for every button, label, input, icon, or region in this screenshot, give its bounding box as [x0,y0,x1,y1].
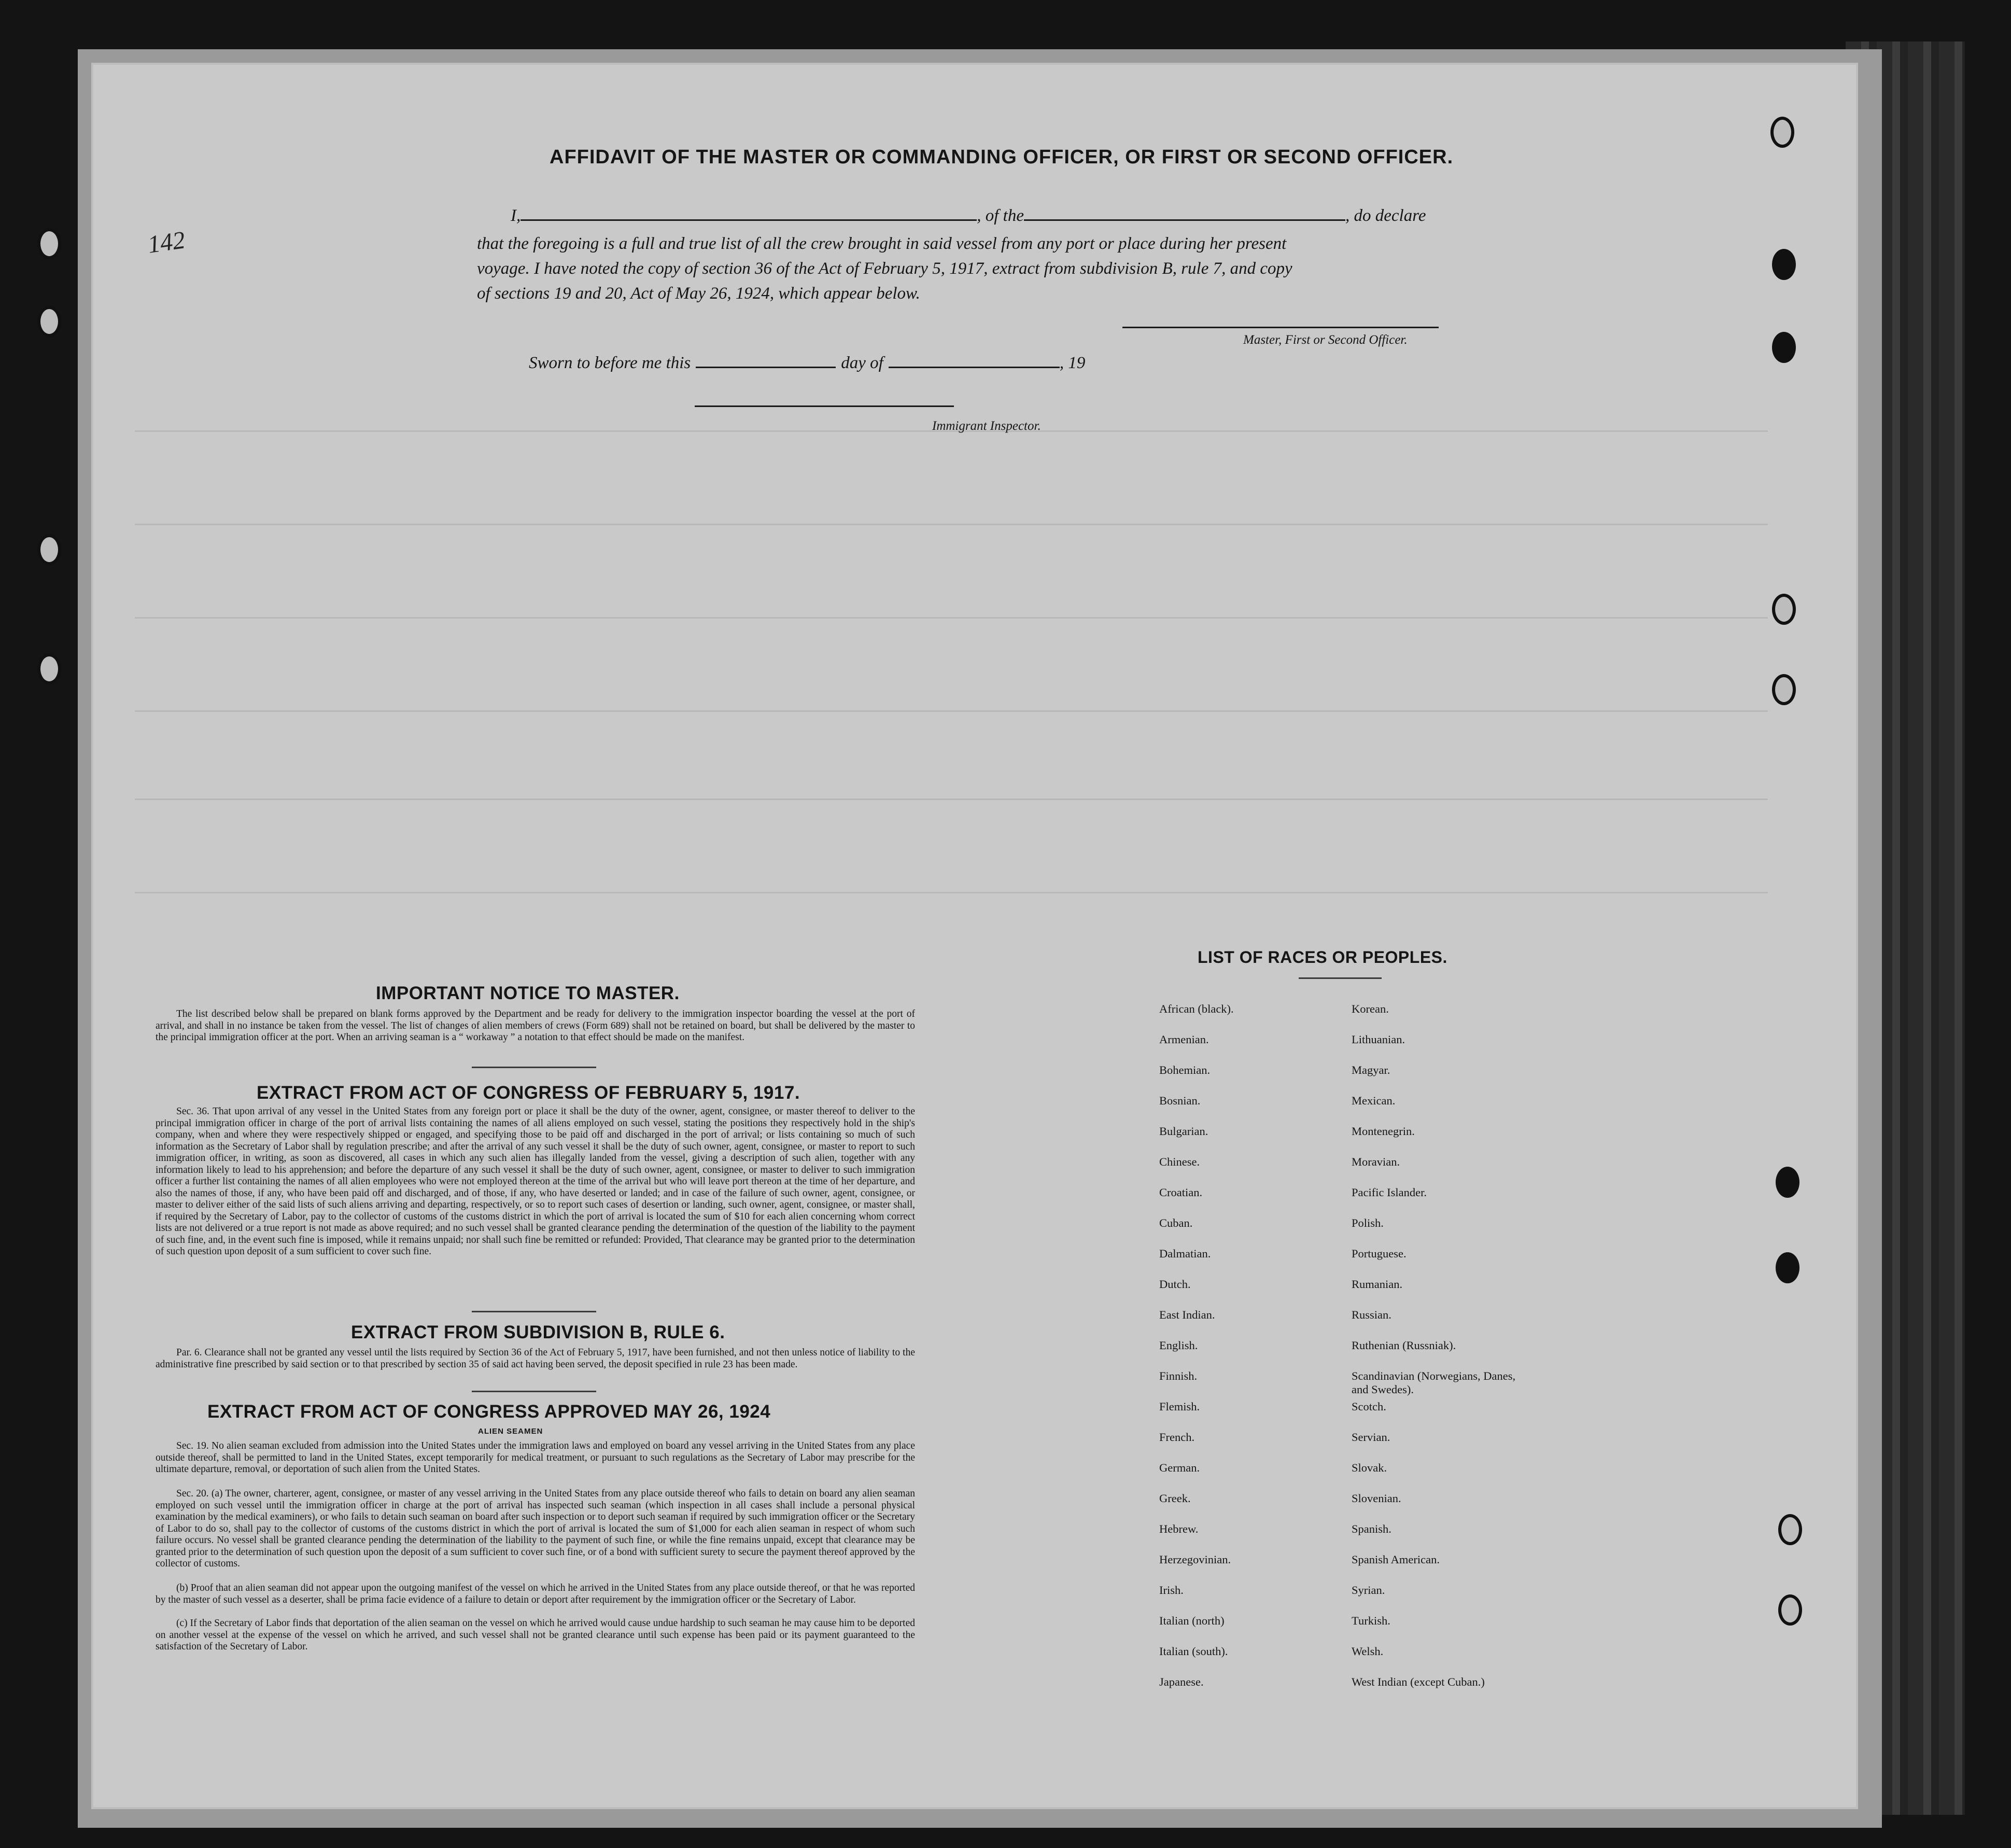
race-item: French. [1159,1431,1195,1444]
extract-1917-title: EXTRACT FROM ACT OF CONGRESS OF FEBRUARY 5, 1917. [257,1083,800,1103]
race-item: Spanish American. [1352,1553,1440,1566]
inspector-caption: Immigrant Inspector. [932,419,1041,433]
bleed-through-rule [135,799,1768,800]
section-divider [472,1391,596,1392]
race-item: Italian (south). [1159,1645,1228,1658]
binder-hole [1778,1594,1802,1626]
affidavit-title: AFFIDAVIT OF THE MASTER OR COMMANDING OFFICER, OR FIRST OR SECOND OFFICER. [550,146,1454,168]
race-item: Chinese. [1159,1155,1200,1168]
bleed-through-rule [135,524,1768,525]
section-divider [472,1067,596,1068]
binder-hole [37,534,61,565]
races-divider [1299,977,1382,979]
name-blank[interactable] [521,219,977,221]
race-item: Ruthenian (Russniak). [1352,1339,1456,1352]
year-label: , 19 [1059,354,1086,372]
race-item: Lithuanian. [1352,1033,1405,1046]
race-item: East Indian. [1159,1308,1215,1321]
sworn-line [529,354,1085,373]
day-of-label: day of [841,354,883,372]
race-item: West Indian (except Cuban.) [1352,1675,1485,1688]
races-title: LIST OF RACES OR PEOPLES. [1198,948,1447,967]
master-signature-line[interactable] [1122,327,1439,328]
race-item: Servian. [1352,1431,1390,1444]
race-item: Magyar. [1352,1063,1390,1076]
race-item: Italian (north) [1159,1614,1225,1627]
race-item: Russian. [1352,1308,1391,1321]
race-item: Rumanian. [1352,1278,1403,1291]
race-item: Flemish. [1159,1400,1200,1413]
race-item: Montenegrin. [1352,1125,1415,1138]
margin-note: 142 [146,226,187,259]
race-item: Syrian. [1352,1584,1385,1597]
month-blank[interactable] [889,366,1060,368]
notice-title: IMPORTANT NOTICE TO MASTER. [376,983,680,1003]
affidavit-i: I, [511,206,521,225]
sec-20c-text: (c) If the Secretary of Labor finds that deportation of the alien seaman on the vessel on which he arrived would cause undue hardship to such seaman he may cause him to be deported on another vessel at the expense of the vessel on which he arrived, and such vessel shall not be granted clearance until such expense has been paid or its payment guaranteed to the satisfaction of the Secretary of Labor. [156,1618,915,1652]
race-item: German. [1159,1461,1200,1474]
affidavit-declare: , do declare [1345,206,1426,225]
extract-1917-text: Sec. 36. That upon arrival of any vessel in the United States from any foreign port or place it shall be the duty of the owner, agent, consignee, or master thereof to deliver to the principal immigration officer in charge of the port of arrival lists containing the names of all aliens employed on such vessel, stating the positions they respectively hold in the ship's company, when and where they were respectively shipped or engaged, and specifying those to be paid off and discharged in the port of arrival; or lists containing so much of such information as the Secretary of Labor shall by regulation prescribe; and after the arrival of any such vessel it shall be the duty of such owner, agent, consignee, or master to report to such immigration officer, in writing, as soon as discovered, all cases in which any such alien has illegally landed from the vessel, giving a description of such alien, together with any information likely to lead to his apprehension; and before the departure of any such vessel it shall be the duty of such owner, agent, consignee, or master to deliver to such immigration officer a further list containing the names of all alien employees who were not employed thereon at the time of the arrival but who will leave port thereon at the time of her departure, and also the names of those, if any, who have been paid off and discharged, and of those, if any, who have deserted or landed; and in case of the failure of such owner, agent, consignee, or master to deliver either of the said lists of such aliens arriving and departing, respectively, or so to report such cases of desertion or landing, such owner, agent, consignee, or master shall, if required by the Secretary of Labor, pay to the collector of customs of the customs district in which the port of arrival is located the sum of $10 for each alien concerning whom correct lists are not delivered or a true report is not made as above required; and no such vessel shall be granted clearance pending the determination of the question of the liability to the payment of such fine, and, in the event such fine is imposed, while it remains unpaid; nor shall such fine be remitted or refunded: Provided, That clearance may be granted prior to the determination of such question upon deposit of a sum sufficient to cover such fine. [156,1106,915,1257]
subdivision-text: Par. 6. Clearance shall not be granted any vessel until the lists required by Section 36 of the Act of February 5, 1917, have been furnished, and not then unless notice of liability to the administrative fine prescribed by said section or to that prescribed by section 35 of said act having been served, the deposit specified in rule 23 has been made. [156,1347,915,1370]
section-divider [472,1311,596,1312]
race-item: African (black). [1159,1002,1234,1015]
sec-20a-text: Sec. 20. (a) The owner, charterer, agent, consignee, or master of any vessel arriving in the United States from any place outside thereof who fails to detain on board any alien seaman employed on such vessel until the immigration officer in charge at the port of arrival has inspected such seaman (which inspection in all cases shall include a personal physical examination by the medical examiners), or who fails to detain such seaman on board after such inspection or to deport such seaman if required by such immigration officer or the Secretary of Labor to do so, shall pay to the collector of customs of the customs district in which the port of arrival is located the sum of $1,000 for each alien seaman in respect of whom such failure occurs. No vessel shall be granted clearance pending the determination of the liability to the payment of such fine, or while the fine remains unpaid, except that clearance may be granted prior to the determination of such question upon the deposit of a sum sufficient to cover such fine, or of a bond with sufficient surety to secure the payment thereof approved by the collector of customs. [156,1488,915,1569]
race-item: Cuban. [1159,1216,1193,1229]
inspector-signature-line[interactable] [695,405,954,407]
race-item: Bosnian. [1159,1094,1201,1107]
race-item: Slovenian. [1352,1492,1401,1505]
race-item: Slovak. [1352,1461,1387,1474]
affidavit-of-the: , of the [977,206,1024,225]
binder-hole [1772,594,1796,625]
race-item: Turkish. [1352,1614,1390,1627]
binder-hole [37,653,61,684]
race-item: Croatian. [1159,1186,1203,1199]
race-item: Dalmatian. [1159,1247,1211,1260]
binder-hole [1770,117,1794,148]
affidavit-line-1 [511,206,1426,226]
race-item: Dutch. [1159,1278,1191,1291]
binder-hole [1772,674,1796,705]
affidavit-line-3: voyage. I have noted the copy of section 36 of the Act of February 5, 1917, extract from subdivision B, rule 7, and copy [477,259,1292,278]
race-item: Finnish. [1159,1369,1198,1382]
sworn-label: Sworn to before me this [529,354,691,372]
subdivision-title: EXTRACT FROM SUBDIVISION B, RULE 6. [351,1322,725,1342]
extract-1924-title: EXTRACT FROM ACT OF CONGRESS APPROVED MAY 26, 1924 [207,1402,771,1422]
race-item: Scotch. [1352,1400,1386,1413]
binder-hole [1772,332,1796,363]
race-item: Irish. [1159,1584,1184,1597]
binder-hole [1772,249,1796,280]
race-item: English. [1159,1339,1198,1352]
race-item: Japanese. [1159,1675,1204,1688]
binder-hole [37,306,61,337]
race-item: Armenian. [1159,1033,1209,1046]
binder-hole [1776,1252,1799,1283]
master-caption: Master, First or Second Officer. [1243,333,1408,347]
race-item: Spanish. [1352,1522,1391,1535]
race-item: Moravian. [1352,1155,1400,1168]
race-item: Mexican. [1352,1094,1396,1107]
bleed-through-rule [135,617,1768,619]
race-item: Welsh. [1352,1645,1384,1658]
race-item: Bulgarian. [1159,1125,1208,1138]
vessel-blank[interactable] [1024,219,1345,221]
binder-hole [37,228,61,259]
affidavit-line-2: that the foregoing is a full and true list of all the crew brought in said vessel from any port or place during her present [477,234,1287,253]
notice-text: The list described below shall be prepared on blank forms approved by the Department and be ready for delivery to the immigration inspector boarding the vessel at the port of arrival, and shall in no instance be taken from the vessel. The list of changes of alien members of crews (Form 689) shall not be retained on board, but shall be delivered by the master to the principal immigration officer at the port. When an arriving seaman is a “ workaway ” a notation to that effect should be made on the manifest. [156,1009,915,1043]
race-item: Korean. [1352,1002,1389,1015]
alien-seamen-subtitle: ALIEN SEAMEN [478,1427,543,1436]
race-item: Polish. [1352,1216,1384,1229]
sec-20b-text: (b) Proof that an alien seaman did not appear upon the outgoing manifest of the vessel on which he arrived in the United States from any place outside thereof, or that he was reported by the master of such vessel as a deserter, shall be prima facie evidence of a failure to detain or deport after requirement by the immigration officer or the Secretary of Labor. [156,1583,915,1605]
sworn-date-blank[interactable] [696,366,836,368]
affidavit-line-4: of sections 19 and 20, Act of May 26, 1924, which appear below. [477,284,920,303]
sec-19-text: Sec. 19. No alien seaman excluded from admission into the United States under the immigration laws and employed on board any vessel arriving in the United States from any place outside thereof, shall be permitted to land in the United States, except temporarily for medical treatment, or pursuant to such regulations as the Secretary of Labor may prescribe for the ultimate departure, removal, or deportation of such alien from the United States. [156,1440,915,1475]
binder-hole [1776,1167,1799,1198]
race-item: Scandinavian (Norwegians, Danes, and Swedes). [1352,1369,1516,1396]
race-item: Hebrew. [1159,1522,1199,1535]
race-item: Greek. [1159,1492,1191,1505]
bleed-through-rule [135,710,1768,712]
race-item: Pacific Islander. [1352,1186,1427,1199]
race-item: Bohemian. [1159,1063,1211,1076]
race-item: Portuguese. [1352,1247,1407,1260]
bleed-through-rule [135,892,1768,893]
race-item: Herzegovinian. [1159,1553,1231,1566]
binder-hole [1778,1514,1802,1545]
